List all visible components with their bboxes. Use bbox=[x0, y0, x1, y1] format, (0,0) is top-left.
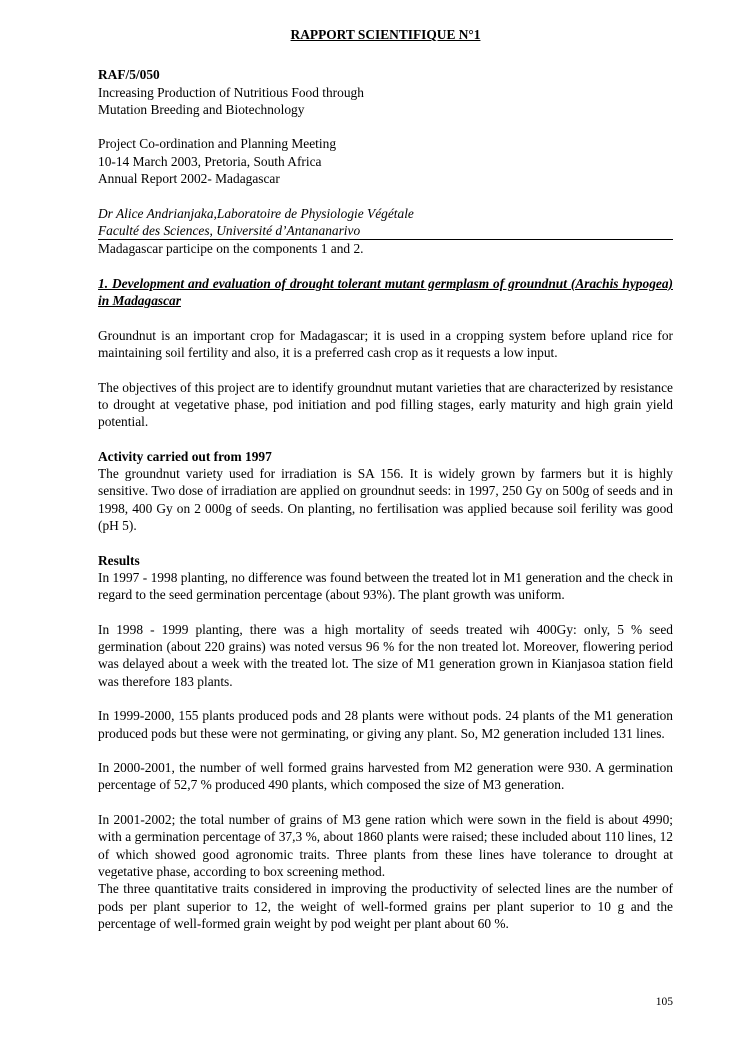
author-affiliation bbox=[98, 205, 673, 241]
paragraph-activity: The groundnut variety used for irradiation is SA 156. It is widely grown by farmers but it is highly sensitive. Two dose of irradiation are applied on groundnut seeds: in 1997, 250 Gy on 500g of seeds and in 1998, 400 Gy on 2 000g of seeds. On planting, no fertilisation was applied because soil ferility was good (pH 5). bbox=[98, 466, 673, 534]
project-name-line-2: Mutation Breeding and Biotechnology bbox=[98, 101, 305, 117]
intro-text: Madagascar participe on the components 1 and 2. bbox=[98, 241, 364, 257]
author-name: Dr Alice Andrianjaka,Laboratoire de Physiologie Végétale bbox=[98, 205, 414, 221]
paragraph-results-2001: In 2001-2002; the total number of grains of M3 gene ration which were sown in the field is about 4990; with a germination percentage of 37,3 %, about 1860 plants were raised; these included about 110 lines, 12 of which showed good agronomic traits. Three plants from these lines have tolerance to drought at vegetative phase, according to box screening method. bbox=[98, 812, 673, 879]
project-name-line-1: Increasing Production of Nutritious Food through bbox=[98, 84, 364, 100]
meeting-name: Project Co-ordination and Planning Meeting bbox=[98, 136, 337, 152]
paragraph-results-2000: In 2000-2001, the number of well formed grains harvested from M2 generation were 930. A germination percentage of 52,7 % produced 490 plants, which composed the size of M3 generation. bbox=[98, 760, 673, 793]
paragraph-objectives: The objectives of this project are to identify groundnut mutant varieties that are characterized by resistance to drought at vegetative phase, pod initiation and pod filling stages, early maturity and high grain yield potential. bbox=[98, 379, 673, 430]
meeting-date-location: 10-14 March 2003, Pretoria, South Africa bbox=[98, 153, 322, 169]
project-info bbox=[98, 66, 673, 118]
paragraph-results-1997: In 1997 - 1998 planting, no difference was found between the treated lot in M1 generation and the check in regard to the seed germination percentage (about 93%). The plant growth was uniform. bbox=[98, 569, 673, 603]
meeting-info bbox=[98, 135, 673, 187]
document-page bbox=[98, 26, 673, 932]
report-title: RAPPORT SCIENTIFIQUE N°1 bbox=[290, 27, 481, 42]
results-heading: Results bbox=[98, 552, 140, 568]
paragraph-groundnut-importance: Groundnut is an important crop for Madagascar; it is used in a cropping system before upland rice for maintaining soil fertility and also, it is a preferred cash crop as it requests a low input. bbox=[98, 327, 673, 361]
page-number: 105 bbox=[655, 996, 673, 1008]
section-heading: 1. Development and evaluation of drought tolerant mutant germplasm of groundnut (Arachis hypogea) in Madagascar bbox=[98, 275, 673, 309]
paragraph-results-1998: In 1998 - 1999 planting, there was a high mortality of seeds treated wih 400Gy: only, 5 % seed germination (about 220 grains) was noted versus 96 % for the non treated lot. Moreover, flowering period was delayed about a week with the treated lot. The size of M1 generation grown in Kianjasoa station field was therefore 183 plants. bbox=[98, 621, 673, 689]
annual-report-label: Annual Report 2002- Madagascar bbox=[98, 171, 280, 187]
paragraph-results-1999: In 1999-2000, 155 plants produced pods and 28 plants were without pods. 24 plants of the M1 generation produced pods but these were not germinating, or giving any plant. So, M2 generation included 131 lines. bbox=[98, 708, 673, 741]
author-faculty: Faculté des Sciences, Université d’Antananarivo bbox=[98, 222, 361, 238]
paragraph-quantitative-traits: The three quantitative traits considered in improving the productivity of selected lines are the number of pods per plant superior to 12, the weight of well-formed grains per plant superior to 10 g and the percentage of well-formed grain weight by pod weight per plant about 60 %. bbox=[98, 881, 673, 931]
project-code: RAF/5/050 bbox=[98, 67, 160, 83]
activity-heading: Activity carried out from 1997 bbox=[98, 448, 272, 464]
